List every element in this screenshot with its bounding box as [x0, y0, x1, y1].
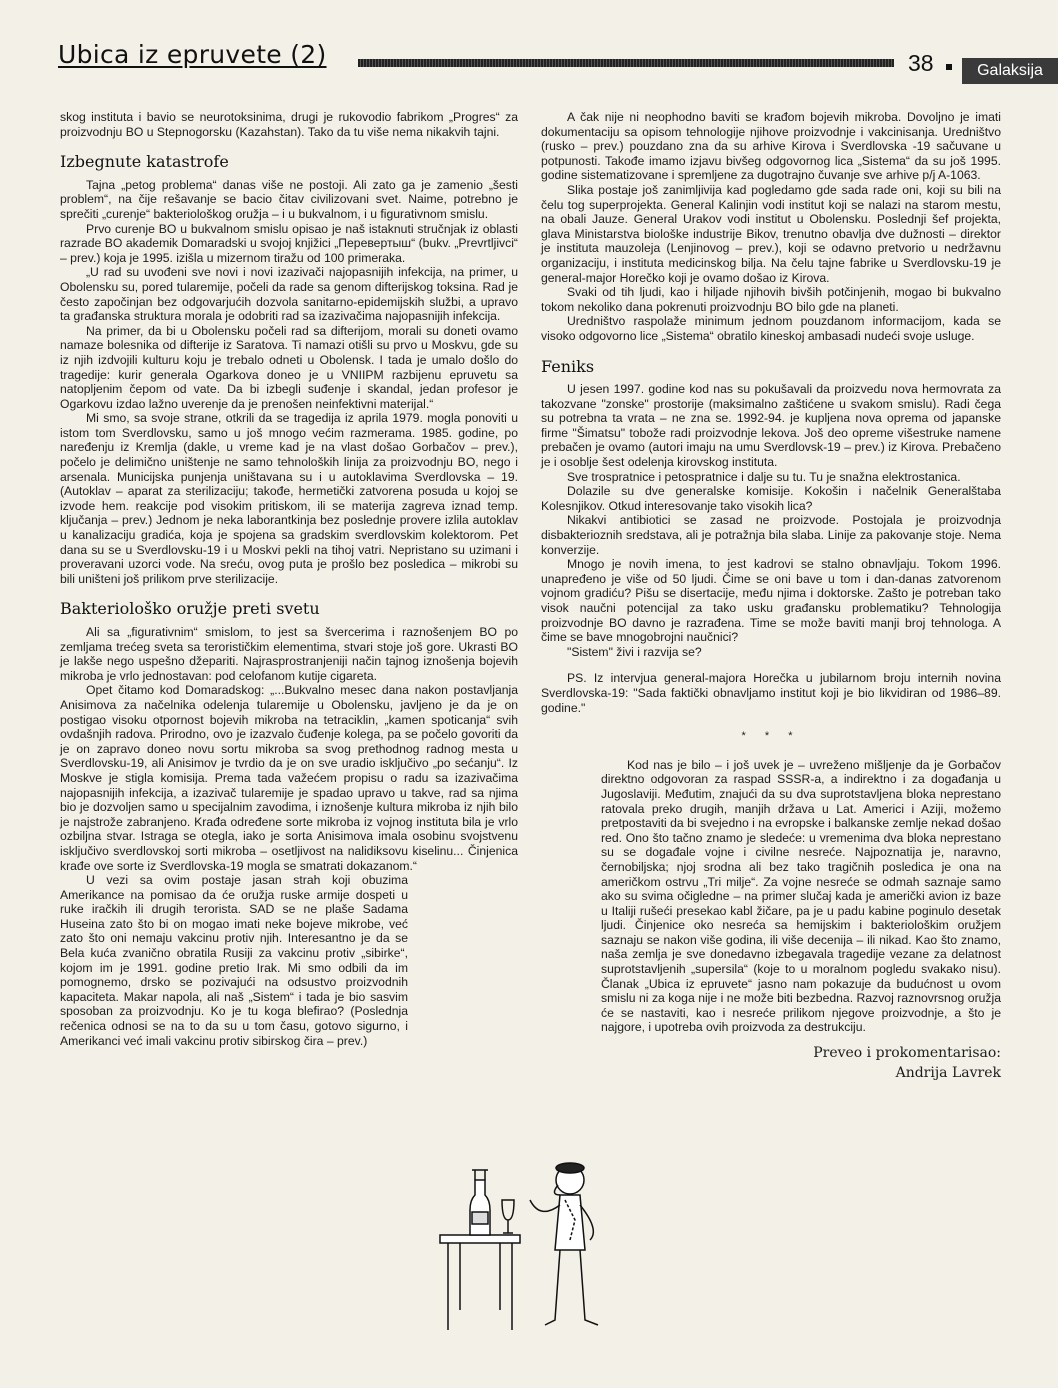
body-paragraph: Prvo curenje BO u bukvalnom smislu opisao je naš istaknuti stručnjak iz oblasti razrade BO akademik Domaradski u svojoj knjižici „Перевертыш“ (bukv. „Prevrtljivci“ – prev.) koja je 1995. izišla u mizernom tiražu od 100 primeraka.	[60, 221, 518, 265]
body-paragraph: Uredništvo raspolaže minimum jednom pouzdanom informacijom, kada se visoko odgovorno lice „Sistema“ obratilo kineskoj ambasadi nudeći svoje usluge.	[541, 314, 1001, 343]
body-paragraph: Svaki od tih ljudi, kao i hiljade njihovih bivših potčinjenih, mogao bi bukvalno tokom nekoliko dana pokrenuti proizvodnju BO bilo gde na planeti.	[541, 285, 1001, 314]
article-title: Ubica iz epruvete (2)	[58, 40, 327, 69]
body-paragraph: Slika postaje još zanimljivija kad pogledamo gde sada rade oni, koji su bili na čelu tog superprojekta. General Kalinjin vodi institut koji se nalazi na starom mestu, na obali Jauze. General Urakov vodi institut u Obolensku. Poslednji šef projekta, glava Ministarstva biološke industrije Bikov, trenutno obavlja dve dužnosti – direktor je instituta mauzoleja (Lenjinovog – prev.), koji se odavno pretvorio u nedržavnu organizaciju, i instituta medicinskog bilja. Na čelu tajne fabrike u Sverdlovsku-19 je general-major Horečko koji je ovamo došao iz Kirova.	[541, 182, 1001, 285]
postscript: PS. Iz intervjua general-majora Horečka u jubilarnom broju internih novina Sverdlovska-19: "Sada faktički obnavljamo institut koji je bio likvidiran od 1986–89. godine."	[541, 671, 1001, 715]
body-paragraph: Sve trospratnice i petospratnice i dalje su tu. Tu je snažna elektrostanica.	[567, 469, 961, 484]
signoff	[541, 1043, 1001, 1083]
body-paragraph: A čak nije ni neophodno baviti se krađom bojevih mikroba. Dovoljno je imati dokumentaciju sa opisom tehnologije njihove proizvodnje i vakcinisanja. Uredništvo (rusko – prev.) pouzdano zna da su arhive Kirova i Sverdlovska -19 sačuvane u potpunosti. Takođe imamo izjavu bivšeg odgovornog lica „Sistema“ da su još 1995. godine sistematizovane i spremljene za dugotrajno čuvanje sve arhive p/j A-1063.	[541, 110, 1001, 183]
bullet-icon	[946, 64, 952, 70]
body-paragraph: Nikakvi antibiotici se zasad ne proizvode. Postojala je proizvodnja disbakterioznih sredstava, ali je potražnja bila slaba. Linije za pakovanje stoje. Nema konverzije.	[541, 513, 1001, 557]
body-paragraph: Dolazile su dve generalske komisije. Kokošin i načelnik Generalštaba Kolesnjikov. Otkud interesovanje tako visokih lica?	[541, 484, 1001, 513]
cartoon-man-with-bottle-icon	[420, 1140, 630, 1340]
body-paragraph: Opet čitamo kod Domaradskog: „...Bukvalno mesec dana nakon postavljanja Anisimova za načelnika odelenja tularemije u Obolensku, javljeno je da je on postigao visoku otpornost bojevih mikroba na tetraciklin, „kamen spoticanja“ svih ovdašnjih radova. Prirodno, ovo je izazvalo čuđenje kolega, pa se počelo govoriti da je on zapravo doneo novu sortu mikroba sa svog prethodnog radnog mesta u Sverdlovsku-19, ali Anisimov je tvrdio da je on sve uradio isključivo „po sećanju“. Iz Moskve je stigla komisija. Prema tada važećem propisu o radu sa izazivačima najopasnijih infekcija, a izazivač tularemije je spadao upravo u takve, rad sa njima bio je dozvoljen samo u specijalnim zavodima, i iznošenje kultura mikroba iz njih bilo je najstrože zabranjeno. Krađa određene sorte mikroba iz vojnog instituta bila je vrlo ozbiljna stvar. Istraga se otegla, iako je sorta Anisimova imala osobinu svojstvenu isključivo sverdlovskoj sorti mikroba – osetljivost na nalidiksovu kiselinu... Činjenica krađe ove sorte iz Sverdlovska-19 mogla se smatrati dokazanom.“	[60, 683, 518, 873]
body-paragraph: Na primer, da bi u Obolensku počeli rad sa difterijom, morali su doneti ovamo namaze bolesnika od difterije iz Saratova. Ti namazi otišli su prvo u Moskvu, gde su iz njih izdvojili kulturu koju je trebalo odneti u Obolensk. I tada je umalo došlo do tragedije: kurir generala Ogarkova doneo je u VNIIPM razbijenu epruvetu sa natopljenim čepom od vate. Da bi izbegli suđenje i skandal, jedan profesor je Ogarkovu izdao lažno uverenje da je prenošen neinfektivni materijal.“	[60, 323, 518, 411]
body-paragraph: U vezi sa ovim postaje jasan strah koji obuzima Amerikance na pomisao da će oružja ruske armije dospeti u ruke iračkih ili drugih terorista. SAD se ne plaše Sadama Huseina zato što bi on mogao imati neke bojeve mikrobe, već zato što oni nemaju vakcinu protiv njih. Interesantno je da se Bela kuća zvanično obratila Rusiji za vakcinu protiv „sibirke“, kojom im je 1991. godine pretio Irak. Mi smo odbili da im pomognemo, drsko se pozivajući na odsustvo proizvodnih kapaciteta. Makar napola, ali naš „Sistem“ i tada je bio sasvim sposoban za proizvodnju. Ko je tu koga blefirao? (Poslednja rečenica odnosi se na to da su u tom času, gotovo sigurno, i Amerikanci već imali vakcinu protiv sibirskog čira – prev.)	[60, 873, 408, 1048]
closing-commentary: Kod nas je bilo – i još uvek je – uvreženo mišljenje da je Gorbačov direktno odgovoran za raspad SSSR-a, a indirektno i za događanja u Jugoslaviji. Međutim, znajući da su dva suprotstavljena bloka neprestano ratovala preko drugih, manjih država u Lat. Americi i Aziji, možemo pretpostaviti da bi svejedno i na evropske i balkanske zemlje nekad došao red. Ono što tačno znamo je sledeće: u vremenima dva bloka neprestano su se događale vojne i civilne nesreće. Najpoznatija je, naravno, černobiljska; njoj srodna ali bez tako tragičnih posledica je ona na američkom ostrvu „Tri milje“. Za vojne nesreće se odmah saznaje samo ako su svima očigledne – na primer slučaj kada je američki avion iz baze u Italiji rušeći presekao kabl žičare, pa je u padu kabine poginulo desetak ljudi. Činjenice oko nesreća sa hemijskim i bakteriološkim oružjem saznaju se nakon više godina, ili više decenija – ili nikad. Kao što znamo, naša zemlja je sve donedavno izbegavala tragedije vezane za delatnost suprotstavljenih „supersila“ (koje to u moralnom pogledu svakako nisu). Članak „Ubica iz epruvete“ jasno nam pokazuje da budućnost u ovom smislu ni za koga nije i ne može biti bezbedna. Razvoj raznovrsnog oružja će se nastaviti, kao i nesreće prilikom njegove proizvodnje, a što je najgore, i upotreba ovih proizvoda za destrukciju.	[601, 757, 1001, 1035]
header-rule	[358, 59, 894, 67]
page-number: 38	[908, 50, 934, 76]
section-heading-izbegnute: Izbegnute katastrofe	[60, 152, 229, 172]
intro-paragraph: skog instituta i bavio se neurotoksinima, drugi je rukovodio fabrikom „Progres“ za proizvodnju BO u Stepnogorsku (Kazahstan). Tako da tu više nema nikakvih tajni.	[60, 110, 518, 139]
body-paragraph: Mnogo je novih imena, to jest kadrovi se stalno obnavljaju. Tokom 1996. unapređeno je više od 50 ljudi. Čime se oni bave u tom i dan-danas zatvorenom vojnom gradiću? Pišu se disertacije, među njima i doktorske. Zašto je potreban tako visok naučni potencijal za tako usku građansku problematiku? Tehnologija proizvodnje BO davno je razrađena. Time se može baviti manji broj tehnologa. A čime se bave mnogobrojni naučnici?	[541, 557, 1001, 645]
page-header	[58, 40, 1043, 79]
signoff-label: Preveo i prokomentarisao:	[813, 1045, 1001, 1062]
body-paragraph: Mi smo, sa svoje strane, otkrili da se tragedija iz aprila 1979. mogla ponoviti u istom tom Sverdlovsku, samo u još mnogo većim razmerama. 1985. godine, po naređenju iz Kremlja (dakle, u vreme kad je na vlast došao Gorbačov – prev.), počelo je delimično uništenje ne samo tehnoloških linija za proizvodnju BO, nego i arsenala. Municijska punjenja uništavana su i u autoklavima Sverdlovska – 19. (Autoklav – aparat za sterilizaciju; takođe, hermetički zatvorena posuda u kojoj se izvode hem. reakcije pod visokim pritiskom, ili se materija zagreva iznad temp. ključanja – prev.) Jednom je neka laborantkinja bez poslednje provere izlila autoklav u kanalizaciju gradića, koja je spojena sa gradskim sverdlovskim kolektorom. Pet dana su se u Sverdlovsku-19 i u Moskvi pekli na tihoj vatri. Nepristano su uzimani i proveravani uzorci vode. Na sreću, ovog puta je prošlo bez posledica – mikrobi su bili uništeni još prilikom prve sterilizacije.	[60, 411, 518, 586]
author-name: Andrija Lavrek	[895, 1065, 1001, 1082]
left-column	[60, 110, 518, 1048]
section-heading-bakterijolosko: Bakteriološko oružje preti svetu	[60, 599, 320, 619]
body-paragraph: Ali sa „figurativnim“ smislom, to jest sa švercerima i raznošenjem BO po zemljama trećeg sveta sa terorističkim elementima, stvari stoje još gore. Ukrasti BO je lakše nego uspešno džepariti. Najrasprostranjeniji način tajnog iznošenja bojevih mikroba je vrlo jednostavan: pod celofanom kutije cigareta.	[60, 625, 518, 683]
section-badge: Galaksija	[962, 58, 1058, 84]
right-column	[541, 110, 1001, 1083]
section-heading-feniks: Feniks	[541, 356, 595, 376]
body-paragraph: "Sistem" živi i razvija se?	[567, 644, 702, 659]
body-paragraph: „U rad su uvođeni sve novi i novi izazivači najopasnijih infekcija, na primer, u Obolensku su, pored tularemije, počeli da rade sa genom difterijskog toksina. Rad je često započinjan bez odgovarjućih dozvola sanitarno-epidemijskih službi, a upravo ta građanska struktura morala je odobriti rad sa izazivačima najopasnijih infekcija.	[60, 265, 518, 324]
section-divider-stars: * * *	[741, 730, 801, 743]
body-paragraph: U jesen 1997. godine kod nas su pokušavali da proizvedu nova hermovrata za takozvane "zonske" prostorije (maksimalno zaštićene u svakom smislu). Radi čega su potrebna ta vrata – ne zna se. 1992-94. je kupljena nova oprema od japanske firme "Šimatsu" tobože radi proizvodnje lekova. Još deo opreme višestruke namene prebačen je ovamo (autori imaju na umu Sverdlovsk-19 – prev.) iz Kirova. Prebačeno je i osoblje šest odelenja kirovskog instituta.	[541, 382, 1001, 470]
body-paragraph: Tajna „petog problema“ danas više ne postoji. Ali zato ga je zamenio „šesti problem“, na čije rešavanje se bacio čitav civilizovani svet. Naime, potrebno je sprečiti „curenje“ bakteriološkog oružja – i u bukvalnom, i u figurativnom smislu.	[60, 177, 518, 221]
